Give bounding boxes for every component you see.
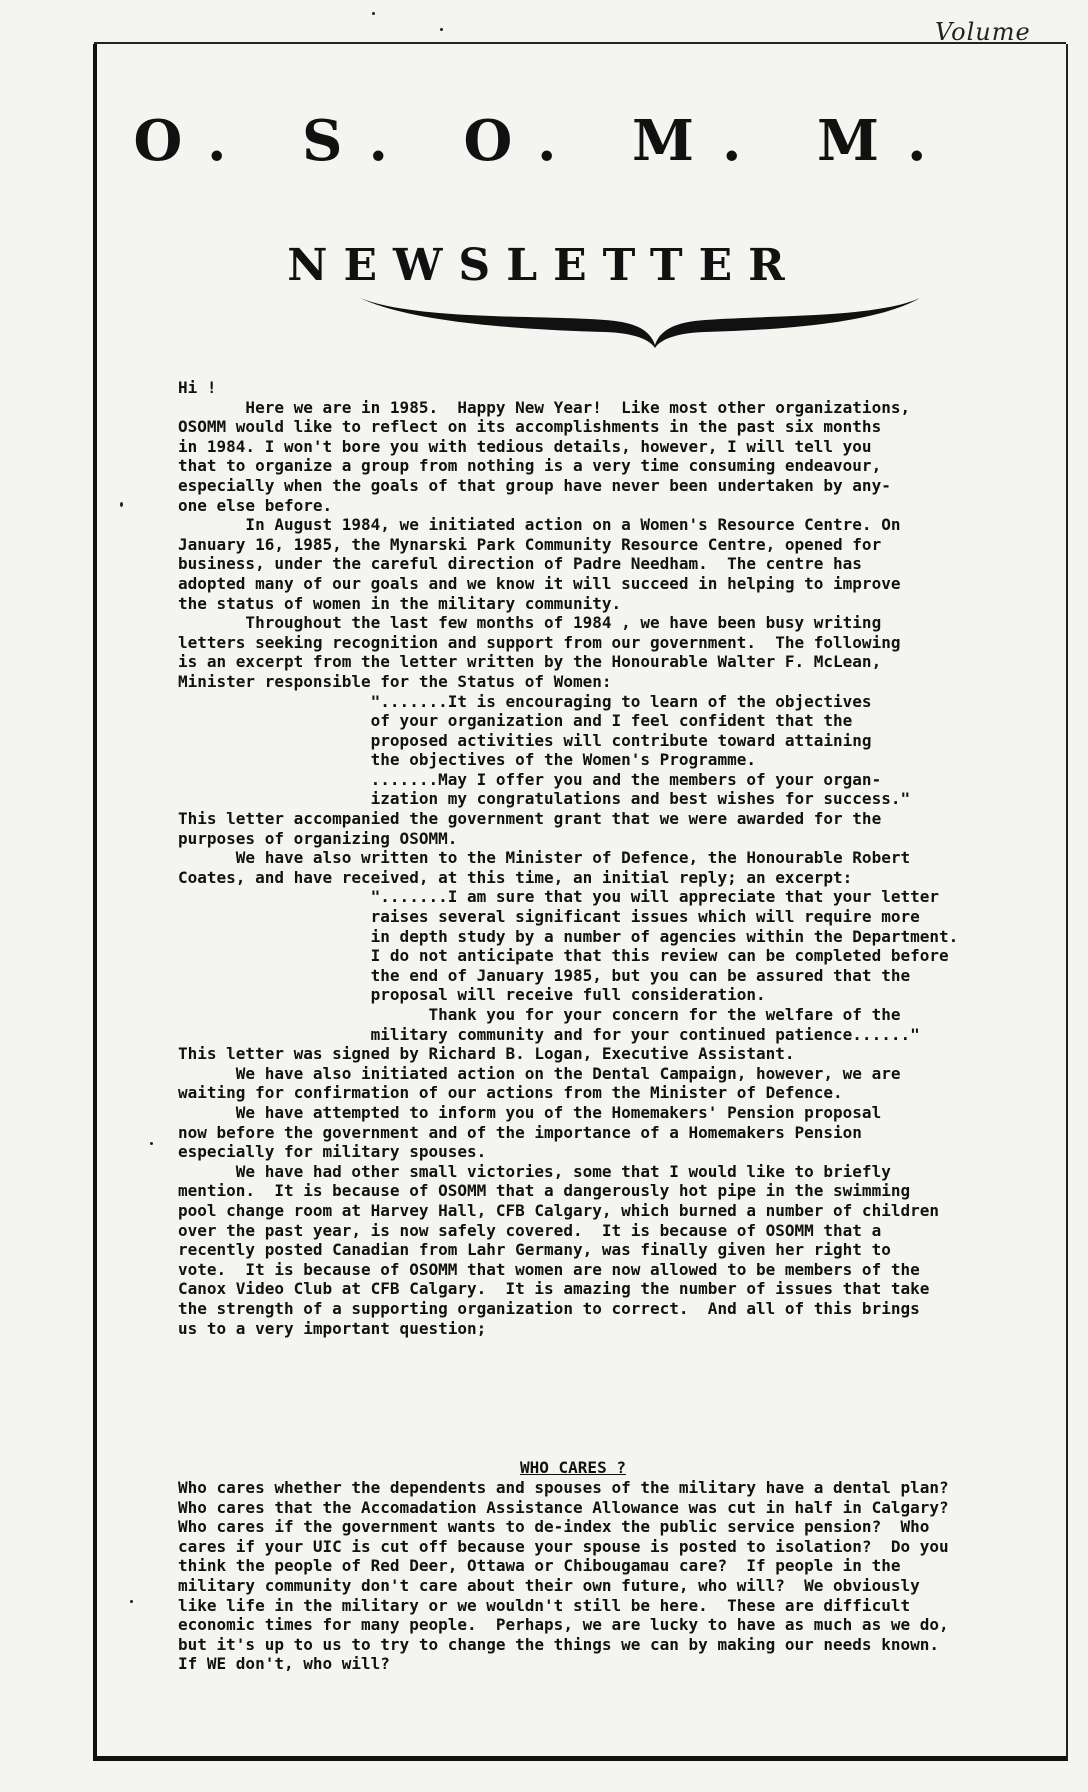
scan-speck <box>150 1142 153 1145</box>
scan-speck <box>120 502 123 507</box>
masthead-title: O. S. O. M. M. <box>133 108 955 174</box>
who-cares-heading: WHO CARES ? <box>520 1458 626 1477</box>
masthead-subtitle: NEWSLETTER <box>287 240 801 291</box>
decorative-flourish <box>355 290 925 350</box>
scan-speck <box>130 1600 133 1603</box>
scan-speck <box>372 12 375 15</box>
handwritten-volume-note: Volume <box>935 18 1031 46</box>
closing-paragraph: Who cares whether the dependents and spouses of the military have a dental plan? Who cares that the Accomadation Assistance Allowance was cut in half in Calgary? Who cares if the government wants to de-index the public service pension? Who cares if your UIC is cut off because your spouse is posted to isolation? Do you think the people of Red Deer, Ottawa or Chibougamau care? If people in the military community don't care about their own future, who will? We obviously like life in the military or we wouldn't still be here. These are difficult economic times for many people. Perhaps, we are lucky to have as much as we do, but it's up to us to try to change the things we can by making our needs known. If WE don't, who will? <box>178 1478 949 1674</box>
scan-speck <box>440 28 443 31</box>
newsletter-body-text: Hi ! Here we are in 1985. Happy New Year! Like most other organizations, OSOMM would like to reflect on its accomplishments in the past six months in 1984. I won't bore you with tedious details, however, I will tell you that to organize a group from nothing is a very time consuming endeavour, especially when the goals of that group have never been undertaken by any- one else before. In August 1984, we initiated action on a Women's Resource Centre. On January 16, 1985, the Mynarski Park Community Resource Centre, opened for business, under the careful direction of Padre Needham. The centre has adopted many of our goals and we know it will succeed in helping to improve the status of women in the military community. Throughout the last few months of 1984 , we have been busy writing letters seeking recognition and support from our government. The following is an excerpt from the letter written by the Honourable Walter F. McLean, Minister responsible for the Status of Women: ".......It is encouraging to learn of the objectives of your organization and I feel confident that the proposed activities will contribute toward attaining the objectives of the Women's Programme. .......May I offer you and the members of your organ- ization my congratulations and best wishes for success." This letter accompanied the government grant that we were awarded for the purposes of organizing OSOMM. We have also written to the Minister of Defence, the Honourable Robert Coates, and have received, at this time, an initial reply; an excerpt: ".......I am sure that you will appreciate that your letter raises several significant issues which will require more in depth study by a number of agencies within the Department. I do not anticipate that this review can be completed before the end of January 1985, but you can be assured that the proposal will receive full consideration. Thank you for your concern for the welfare of the military community and for your continued patience......" This letter was signed by Richard B. Logan, Executive Assistant. We have also initiated action on the Dental Campaign, however, we are waiting for confirmation of our actions from the Minister of Defence. We have attempted to inform you of the Homemakers' Pension proposal now before the government and of the importance of a Homemakers Pension especially for military spouses. We have had other small victories, some that I would like to briefly mention. It is because of OSOMM that a dangerously hot pipe in the swimming pool change room at Harvey Hall, CFB Calgary, which burned a number of children over the past year, is now safely covered. It is because of OSOMM that a recently posted Canadian from Lahr Germany, was finally given her right to vote. It is because of OSOMM that women are now allowed to be members of the Canox Video Club at CFB Calgary. It is amazing the number of issues that take the strength of a supporting organization to correct. And all of this brings us to a very important question; <box>178 378 959 1338</box>
